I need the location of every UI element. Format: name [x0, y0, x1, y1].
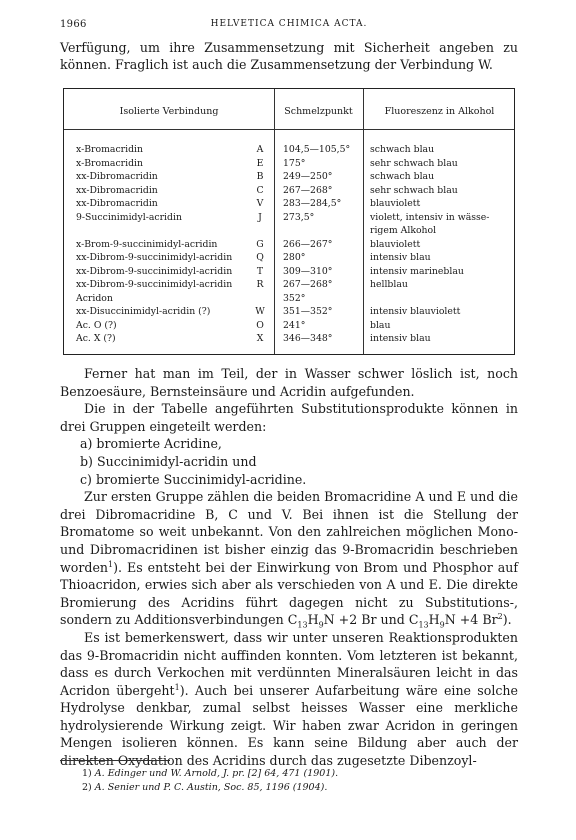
melting-point-cell: 280°: [283, 252, 306, 263]
fluorescence-cell: schwach blau: [370, 171, 435, 182]
letter-cell: T: [256, 265, 264, 277]
melting-point-cell: 241°: [283, 319, 306, 331]
compound-cell: x-Bromacridin: [76, 144, 143, 155]
melting-point-cell: 283—284,5°: [283, 198, 342, 209]
formula: $C_{13}H_9N +4$ Br: [408, 612, 498, 630]
footnote-mark: 1): [82, 768, 92, 779]
letter-cell: A: [256, 144, 264, 155]
melting-point-cell: 249—250°: [283, 171, 333, 182]
table-row: [64, 170, 514, 184]
letter-cell: J: [258, 211, 262, 223]
letter-cell: B: [256, 171, 264, 182]
compound-cell: xx-Dibrom-9-succinimidyl-acridin: [76, 265, 233, 277]
page-number: 1966: [60, 19, 87, 30]
formula: $C_{13}H_9N +2$ Br: [287, 612, 377, 630]
fluorescence-cell: sehr schwach blau: [370, 157, 458, 169]
fluorescence-cell: blau: [370, 319, 391, 331]
melting-point-cell: 267—268°: [283, 279, 333, 290]
table-row: [64, 332, 514, 346]
melting-point-cell: 267—268°: [283, 184, 333, 196]
letter-cell: V: [256, 198, 264, 209]
header-fluorescence: Fluoreszenz in Alkohol: [384, 106, 495, 117]
table-row: [64, 265, 514, 279]
fluorescence-cell: intensiv blauviolett: [370, 306, 461, 317]
list-item: a) bromierte Acridine,: [80, 436, 222, 452]
footnote-text: A. Edinger und W. Arnold, J. pr. [2] 64, 471 (1901).: [94, 768, 339, 779]
melting-point-cell: 175°: [283, 157, 306, 169]
fluorescence-cell: blauviolett: [370, 238, 421, 250]
table-row: [64, 238, 514, 252]
table-row: [64, 305, 514, 319]
header-compound: Isolierte Verbindung: [119, 106, 219, 117]
letter-cell: C: [256, 184, 264, 196]
text-run: ). Es entsteht bei der Einwirkung von Brom und Phosphor auf Thioacridon, erwies sich aber als verschieden von A und E. Die direkte Bromierung des Acridins führt dagegen nicht zu Substitutions-, sondern zu Additionsverbindungen: [60, 559, 518, 628]
compound-cell: Ac. X (?): [76, 333, 116, 344]
paragraph: [60, 488, 518, 629]
table-row: [64, 143, 514, 157]
text-run: Zur ersten Gruppe zählen die beiden Bromacridine A und E und die drei Dibromacridine B, C und V. Bei ihnen ist die Stellung der Bromatome so weit unbekannt. Von den zahlreichen möglichen Mono- und Dibromacridinen ist bisher einzig das 9-Bromacridin beschrieben worden: [60, 489, 518, 575]
compound-cell: xx-Dibrom-9-succinimidyl-acridin: [76, 252, 233, 263]
table-row: [64, 157, 514, 171]
footnote-text: A. Senier und P. C. Austin, Soc. 85, 1196 (1904).: [94, 782, 328, 793]
body-text: [60, 365, 518, 770]
fluorescence-cell: intensiv blau: [370, 252, 431, 263]
letter-cell: X: [256, 333, 264, 344]
journal-title: HELVETICA CHIMICA ACTA.: [210, 19, 368, 29]
table-row: [64, 251, 514, 265]
fluorescence-cell: violett, intensiv in wässe-rigem Alkohol: [370, 211, 490, 236]
compound-cell: 9-Succinimidyl-acridin: [76, 211, 182, 223]
compound-cell: xx-Disuccinimidyl-acridin (?): [76, 306, 211, 317]
footnote-mark: 2): [82, 782, 92, 793]
compound-cell: Acridon: [76, 292, 113, 304]
footnote-ref: 1: [108, 559, 114, 569]
compound-cell: xx-Dibrom-9-succinimidyl-acridin: [76, 279, 233, 290]
table-row: [64, 278, 514, 292]
compound-cell: xx-Dibromacridin: [76, 171, 158, 182]
compound-cell: Ac. O (?): [76, 319, 117, 331]
table-row: [64, 197, 514, 211]
fluorescence-cell: intensiv blau: [370, 333, 431, 344]
paragraph: Die in der Tabelle angeführten Substitutionsprodukte können in drei Gruppen eingeteilt werden:: [60, 401, 518, 434]
fluorescence-cell: schwach blau: [370, 144, 435, 155]
list-item: b) Succinimidyl-acridin und: [80, 453, 257, 469]
table-row: [64, 184, 514, 198]
paragraph: [60, 629, 518, 770]
lead-text: Verfügung, um ihre Zusammensetzung mit Sicherheit angeben zu können. Fraglich ist auch die Zusammensetzung der Verbindung W.: [60, 40, 518, 72]
melting-point-cell: 309—310°: [283, 265, 333, 277]
footnotes: [60, 767, 518, 795]
table-row: [64, 292, 514, 306]
compound-table: [63, 88, 515, 355]
melting-point-cell: 351—352°: [283, 306, 333, 317]
fluorescence-cell: blauviolett: [370, 198, 421, 209]
melting-point-cell: 104,5—105,5°: [283, 144, 351, 155]
letter-cell: Q: [256, 252, 264, 263]
letter-cell: E: [256, 157, 264, 169]
letter-cell: G: [256, 238, 264, 250]
paragraph: Ferner hat man im Teil, der in Wasser schwer löslich ist, noch Benzoesäure, Bernsteinsäure und Acridin aufgefunden.: [60, 366, 518, 399]
footnote-ref: 1: [174, 682, 180, 692]
fluorescence-cell: sehr schwach blau: [370, 184, 458, 196]
fluorescence-cell: hellblau: [370, 279, 408, 290]
table-row: [64, 319, 514, 333]
text-run: ).: [502, 612, 512, 628]
footnote: [60, 781, 518, 795]
compound-cell: xx-Dibromacridin: [76, 198, 158, 209]
text-run: Es ist bemerkenswert, dass wir unter unseren Reaktionsprodukten das 9-Bromacridin nicht auffinden konnten. Vom letzteren ist bekannt, dass es durch Verkochen mit verdünnten Mineralsäuren leicht in das Acridon übergeht: [60, 629, 518, 698]
letter-cell: R: [256, 279, 264, 290]
melting-point-cell: 352°: [283, 292, 306, 304]
table-body: [64, 143, 514, 346]
header-melting-point: Schmelzpunkt: [284, 106, 353, 117]
text-run: und: [376, 612, 409, 628]
melting-point-cell: 346—348°: [283, 333, 333, 344]
footnote-ref: 2: [497, 612, 503, 622]
melting-point-cell: 273,5°: [283, 211, 315, 223]
compound-cell: x-Bromacridin: [76, 157, 143, 169]
text-run: ). Auch bei unserer Aufarbeitung wäre eine solche Hydrolyse denkbar, zumal selbst heisses Wasser eine merkliche hydrolysierende Wirkung zeigt. Wir haben zwar Acridon in geringen Mengen isolieren können. Es kann seine Bildung aber auch der direkten Oxydation des Acridins durch das zugesetzte Dibenzoyl-: [60, 682, 518, 769]
compound-cell: x-Brom-9-succinimidyl-acridin: [76, 238, 218, 250]
compound-cell: xx-Dibromacridin: [76, 184, 158, 196]
footnote: [60, 767, 518, 781]
letter-cell: W: [255, 306, 265, 317]
fluorescence-cell: intensiv marineblau: [370, 265, 464, 277]
list-item: c) bromierte Succinimidyl-acridine.: [80, 471, 307, 487]
table-header-rule: [64, 129, 514, 130]
lead-paragraph: [60, 39, 518, 73]
table-row: [64, 211, 514, 238]
letter-cell: O: [256, 319, 264, 331]
footnote-separator: [60, 760, 170, 761]
melting-point-cell: 266—267°: [283, 238, 333, 250]
